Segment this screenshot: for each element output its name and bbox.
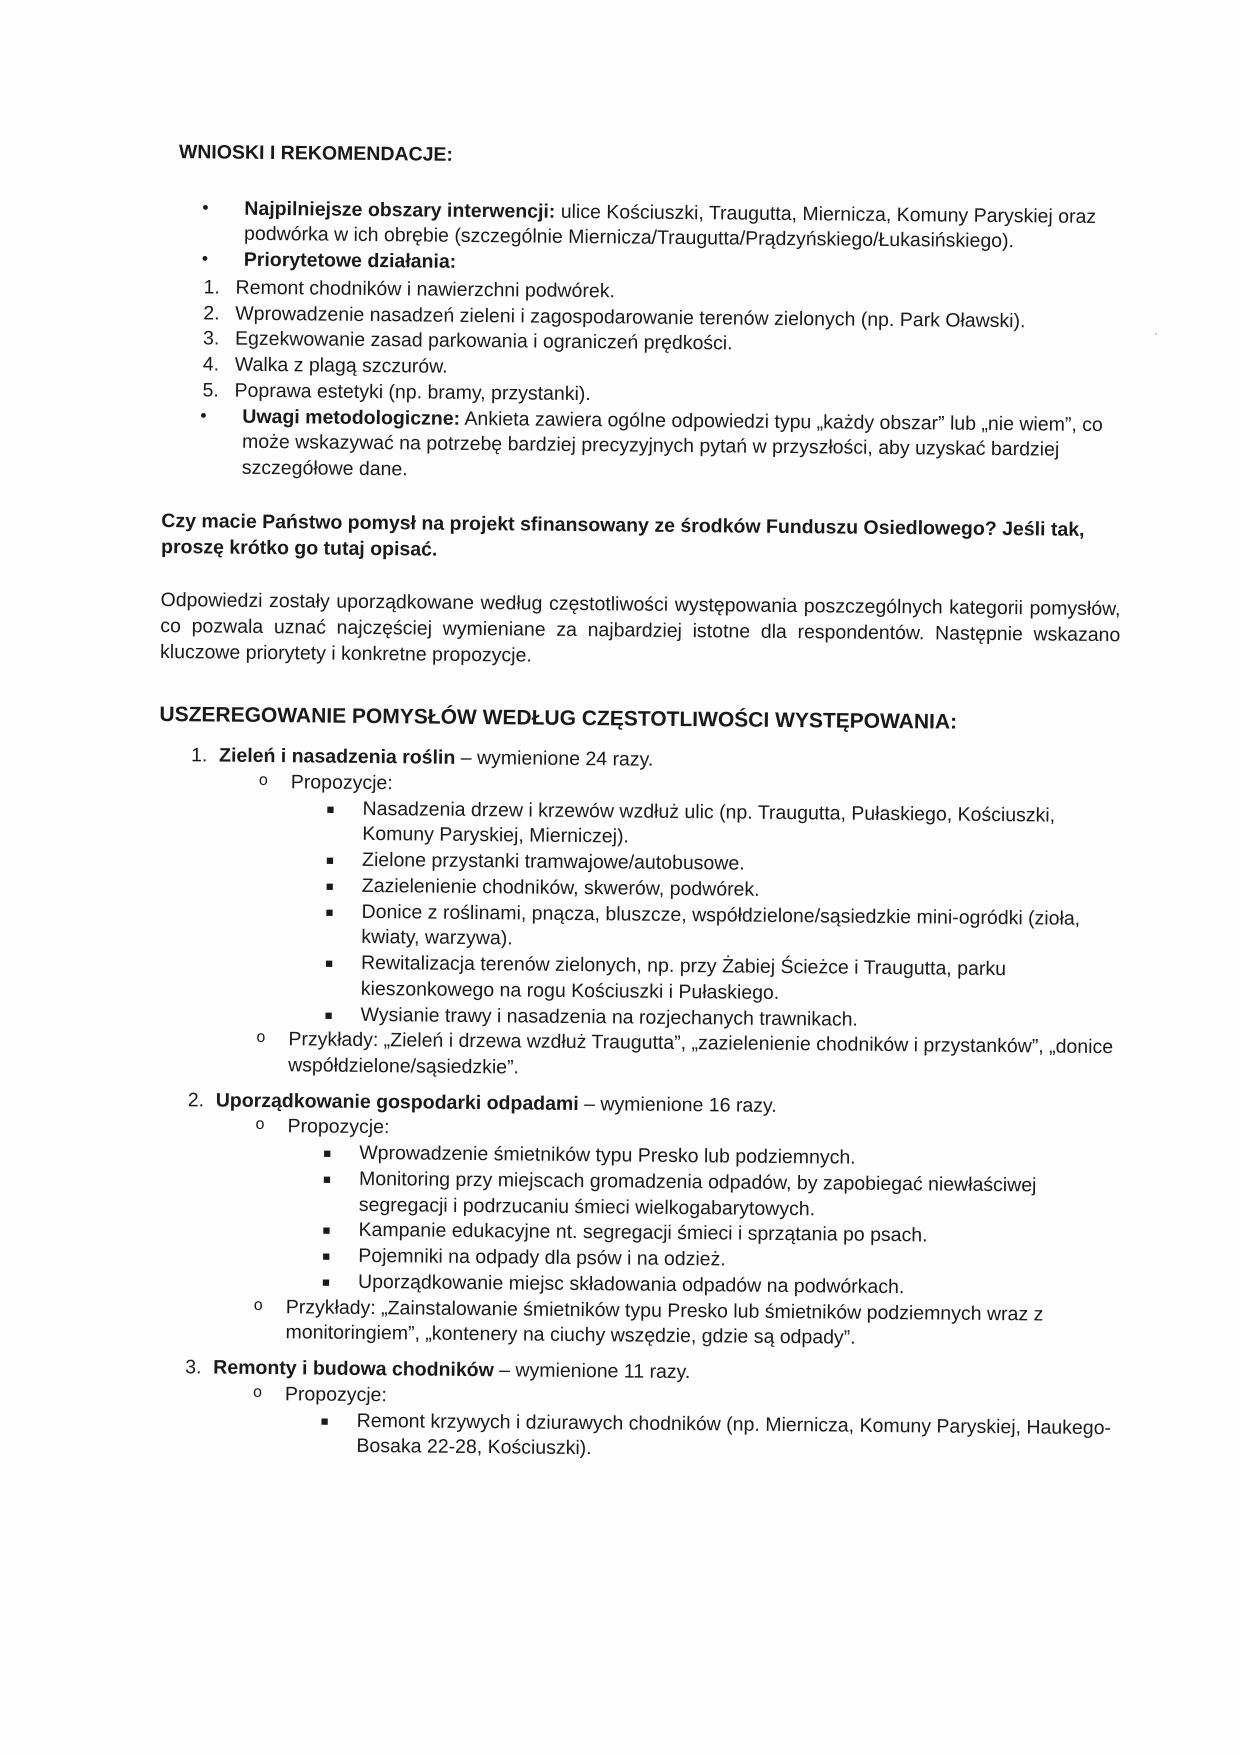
proposal-item — [289, 950, 1117, 1009]
conclusions-list — [164, 196, 1125, 282]
proposal-text: Zielone przystanki tramwajowe/autobusowe. — [361, 849, 745, 875]
intro-paragraph: Odpowiedzi zostały uporządkowane według częstotliwości występowania poszczególnych kategorii pomysłów, co pozwala uznać najczęściej wymieniane za najbardziej istotne dla respondentów. Następnie wskazano kluczowe priorytety i konkretne propozycje. — [159, 589, 1121, 667]
square-bullet-icon: ■ — [322, 1222, 331, 1239]
proposal-text: Monitoring przy miejscach gromadzenia odpadów, by zapobiegać niewłaściwej segregacji i podrzucaniu śmieci wielkogabarytowych. — [358, 1167, 1037, 1220]
proposals-label: Propozycje: — [287, 1115, 390, 1139]
proposal-text: Nasadzenia drzew i krzewów wzdłuż ulic (np. Traugutta, Pułaskiego, Kościuszki, Komuny Paryskiej, Mierniczej). — [362, 797, 1056, 848]
document-content — [152, 140, 1125, 1477]
proposals-group — [216, 769, 1118, 1035]
proposal-item — [287, 1166, 1115, 1225]
item-number: 2. — [203, 302, 220, 325]
square-bullet-icon: ■ — [322, 1248, 331, 1264]
item-text: Egzekwowanie zasad parkowania i ograniczeń prędkości. — [234, 328, 733, 355]
proposal-text: Kampanie edukacyjne nt. segregacji śmieci i sprzątania po psach. — [358, 1219, 928, 1247]
item-number: 1. — [203, 276, 220, 299]
examples-text: Przykłady: „Zainstalowanie śmietników typu Presko lub śmietników podziemnych wraz z monitoringiem”, „kontenery na ciuchy wszędzie, gdzie są odpady”. — [285, 1295, 1044, 1350]
square-bullet-icon: ■ — [325, 904, 334, 920]
bullet-icon: • — [202, 197, 209, 218]
conclusions-list-continued — [162, 404, 1123, 490]
proposal-text: Wprowadzenie śmietników typu Presko lub podziemnych. — [359, 1142, 856, 1169]
ranking-category — [153, 1088, 1115, 1355]
proposal-item — [289, 899, 1117, 958]
conclusion-label: Uwagi metodologiczne: — [242, 405, 461, 430]
proposal-item — [290, 796, 1118, 855]
square-bullet-icon: ■ — [326, 801, 335, 817]
category-count: – wymienione 11 razy. — [493, 1359, 691, 1384]
item-number: 4. — [202, 353, 220, 376]
proposal-text: Rewitalizacja terenów zielonych, np. przy Żabiej Ścieżce i Traugutta, parku kieszonkowego na rogu Kościuszki i Pułaskiego. — [360, 951, 1007, 1004]
square-bullet-icon: ■ — [321, 1274, 330, 1290]
item-number: 5. — [202, 379, 219, 402]
margin-scan-mark: · — [1154, 326, 1158, 340]
proposals-list — [284, 1408, 1112, 1467]
circle-bullet-icon: o — [252, 1383, 262, 1401]
proposal-text: Zazielenienie chodników, skwerów, podwórek. — [361, 874, 760, 901]
proposals-list — [288, 796, 1118, 1036]
square-bullet-icon: ■ — [324, 1007, 333, 1023]
item-number: 3. — [202, 327, 220, 350]
conclusions-heading: WNIOSKI I REKOMENDACJE: — [178, 141, 454, 166]
item-text: Poprawa estetyki (np. bramy, przystanki). — [234, 379, 591, 405]
survey-question: Czy macie Państwo pomysł na projekt sfinansowany ze środków Funduszu Osiedlowego? Jeśli tak, proszę krótko go tutaj opisać. — [160, 509, 1085, 561]
category-title: Uporządkowanie gospodarki odpadami — [215, 1089, 579, 1115]
ranking-category — [152, 1355, 1113, 1467]
proposals-group — [214, 1114, 1116, 1303]
category-title: Zieleń i nasadzenia roślin — [218, 744, 456, 770]
category-count: – wymienione 24 razy. — [455, 747, 654, 771]
category-count: – wymienione 16 razy. — [578, 1092, 777, 1117]
ranking-category — [156, 743, 1119, 1087]
category-number: 2. — [187, 1089, 205, 1112]
examples-text: Przykłady: „Zieleń i drzewa wzdłuż Traugutta”, „zazielenienie chodników i przystanków”, „donice współdzielone/sąsiedzkie”. — [288, 1028, 1114, 1079]
square-bullet-icon: ■ — [325, 878, 334, 894]
ranking-heading: USZEREGOWANIE POMYSŁÓW WEDŁUG CZĘSTOTLIWOŚCI WYSTĘPOWANIA: — [159, 703, 958, 735]
examples-group — [213, 1294, 1113, 1354]
bullet-icon: • — [200, 404, 207, 426]
proposals-group — [212, 1381, 1113, 1467]
conclusion-item-urgent-areas — [164, 196, 1124, 257]
conclusion-label: Najpilniejsze obszary interwencji: — [244, 197, 556, 223]
category-title: Remonty i budowa chodników — [213, 1356, 494, 1382]
conclusion-text: Ankieta zawiera ogólne odpowiedzi typu „każdy obszar” lub „nie wiem”, co może wskazywać na potrzebę bardziej precyzyjnych pytań w przyszłości, aby uzyskać bardziej szczegółowe dane. — [241, 407, 1103, 481]
ranking-list — [152, 743, 1119, 1467]
square-bullet-icon: ■ — [320, 1413, 329, 1429]
item-text: Wprowadzenie nasadzeń zieleni i zagospodarowanie terenów zielonych (np. Park Oławski). — [235, 302, 1026, 332]
priority-actions-list — [162, 275, 1123, 413]
square-bullet-icon: ■ — [326, 852, 335, 868]
proposal-item — [284, 1408, 1112, 1467]
category-details — [216, 769, 1119, 1086]
proposal-text: Pojemniki na odpady dla psów i na odzież. — [358, 1245, 726, 1271]
conclusion-item-methodology — [162, 404, 1123, 490]
proposals-label: Propozycje: — [284, 1383, 387, 1407]
circle-bullet-icon: o — [258, 771, 268, 789]
item-text: Remont chodników i nawierzchni podwórek. — [235, 276, 616, 303]
conclusion-text: ulice Kościuszki, Traugutta, Miernicza, Komuny Paryskiej oraz podwórka w ich obrębie (szczególnie Miernicza/Traugutta/Prądzyńskiego/Łukasińskiego). — [243, 200, 1097, 253]
proposal-text: Wysianie trawy i nasadzenia na rozjechanych trawnikach. — [360, 1003, 859, 1031]
category-details — [213, 1114, 1115, 1354]
category-number: 3. — [185, 1356, 202, 1379]
circle-bullet-icon: o — [255, 1116, 265, 1134]
item-text: Walka z plagą szczurów. — [234, 353, 448, 378]
circle-bullet-icon: o — [253, 1296, 263, 1314]
examples-group — [216, 1027, 1116, 1087]
square-bullet-icon: ■ — [323, 1145, 332, 1161]
proposal-text: Uporządkowanie miejsc składowania odpadów na podwórkach. — [357, 1270, 905, 1299]
square-bullet-icon: ■ — [325, 955, 334, 971]
square-bullet-icon: ■ — [322, 1171, 331, 1187]
bullet-icon: • — [201, 248, 209, 269]
proposal-text: Donice z roślinami, pnącza, bluszcze, współdzielone/sąsiedzkie mini-ogródki (zioła, kwiaty, warzywa). — [361, 900, 1081, 950]
proposals-list — [286, 1140, 1115, 1302]
proposals-label: Propozycje: — [290, 771, 393, 795]
category-details — [212, 1381, 1113, 1467]
conclusion-label: Priorytetowe działania: — [243, 248, 457, 274]
proposal-text: Remont krzywych i dziurawych chodników (np. Miernicza, Komuny Paryskiej, Haukego-Bosaka 22-28, Kościuszki). — [356, 1409, 1112, 1460]
category-number: 1. — [190, 744, 208, 767]
circle-bullet-icon: o — [256, 1029, 266, 1047]
